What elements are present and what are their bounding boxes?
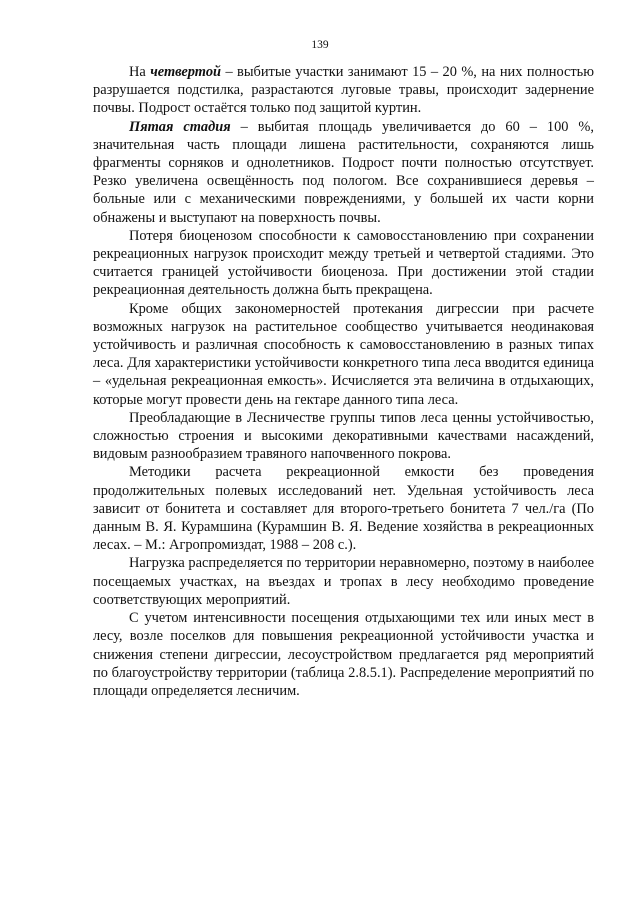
emphasis-term: четвертой — [150, 64, 222, 80]
paragraph-measures: С учетом интенсивности посещения отдыхающими тех или иных мест в лесу, возле поселков для повышения рекреационной устойчивости участка и снижения степени дигрессии, лесоустройством предлагается ряд мероприятий по благоустройству территории (таблица 2.8.5.1). Распределение мероприятий по площади определяется лесничим. — [93, 610, 594, 699]
paragraph-fifth-stage — [93, 118, 594, 227]
paragraph-methods: Методики расчета рекреационной емкости без проведения продолжительных полевых исследований нет. Удельная устойчивость леса зависит от бонитета и составляет для второго-третьего бонитета 7 чел./га (По данным В. Я. Курамшина (Курамшин В. Я. Ведение хозяйства в рекреационных лесах. – М.: Агропромиздат, 1988 – 208 с.). — [93, 464, 594, 554]
page-number: 139 — [311, 39, 329, 51]
paragraph-fourth-stage — [93, 63, 594, 118]
paragraph-recreational-capacity: Кроме общих закономерностей протекания дигрессии при расчете возможных нагрузок на растительное сообщество учитывается неодинаковая устойчивость и различная способность к самовосстановлению в разных типах леса. Для характеристики устойчивости конкретного типа леса вводится единица – «удельная рекреационная емкость». Исчисляется эта величина в отдыхающих, которые могут провести день на гектаре данного типа леса. — [93, 300, 594, 408]
body-text — [93, 63, 594, 700]
paragraph-forest-types: Преобладающие в Лесничестве группы типов леса ценны устойчивостью, сложностью строения и высокими декоративными качествами насаждений, видовым разнообразием травяного напочвенного покрова. — [93, 409, 594, 463]
paragraph-lead-text: На — [129, 64, 151, 80]
paragraph-stability-limit: Потеря биоценозом способности к самовосстановлению при сохранении рекреационных нагрузок происходит между третьей и четвертой стадиями. Это считается границей устойчивости биоценоза. При достижении этой стадии рекреационная деятельность должна быть прекращена. — [93, 227, 594, 299]
emphasis-term: Пятая стадия — [129, 118, 231, 135]
paragraph-text: – выбитые участки занимают 15 – 20 %, на них полностью разрушается подстилка, разрастаются луговые травы, происходит задернение почвы. Подрост остаётся только под защитой куртин. — [93, 64, 595, 117]
paragraph-text: – выбитая площадь увеличивается до 60 – 100 %, значительная часть площади лишена растительности, сохраняются лишь фрагменты сорняков и однолетников. Подрост почти полностью отсутствует. Резко увеличена освещённость под пологом. Все сохранившиеся деревья – больные или с механическими повреждениями, у большей их части корни обнажены и выступают на поверхность почвы. — [93, 118, 594, 226]
paragraph-load-distribution: Нагрузка распределяется по территории неравномерно, поэтому в наиболее посещаемых участках, на въездах и тропах в лесу необходимо проведение соответствующих мероприятий. — [93, 555, 594, 608]
